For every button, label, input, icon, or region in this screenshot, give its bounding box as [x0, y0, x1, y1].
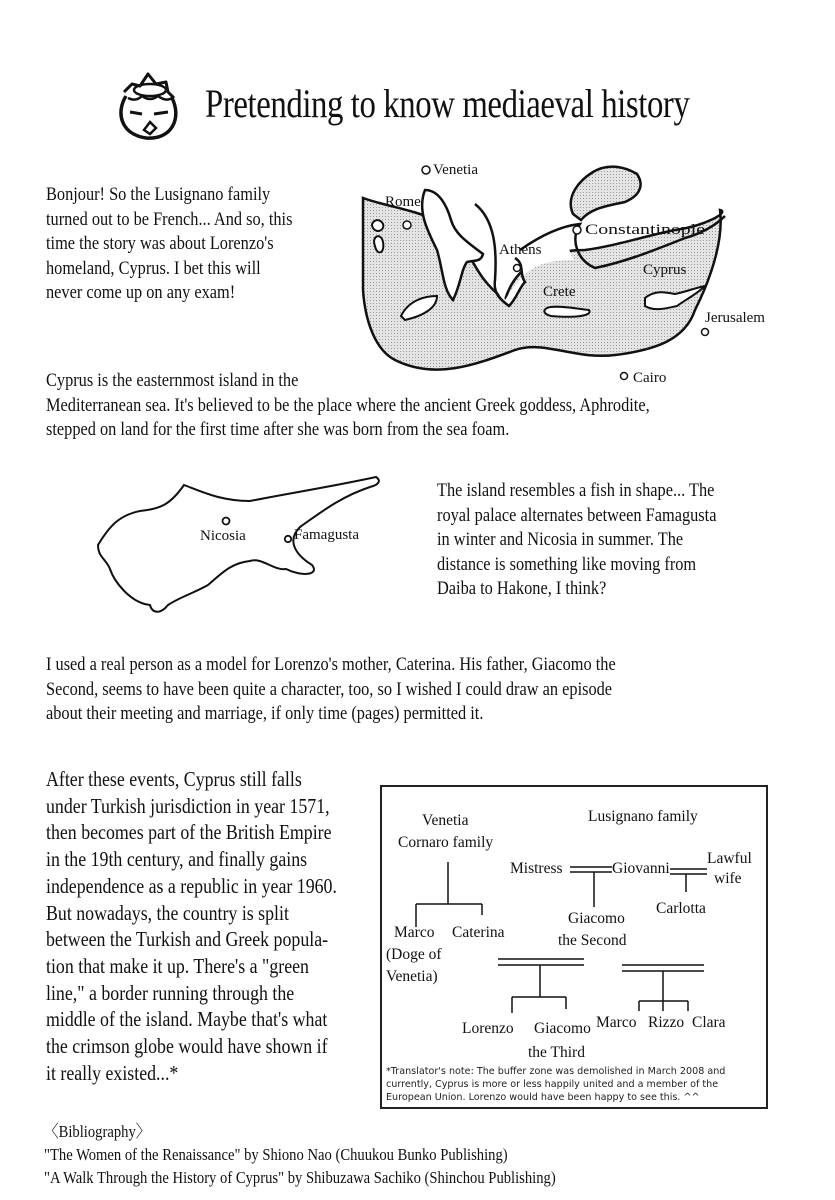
map-label-famagusta: Famagusta: [294, 527, 359, 543]
map-label-rome: Rome: [385, 194, 421, 210]
text-line: between the Turkish and Greek popula-: [46, 927, 329, 952]
cyprus-map: [90, 465, 400, 625]
text-line: After these events, Cyprus still falls: [46, 767, 302, 791]
cyprus-outline: [98, 477, 379, 612]
map-label-jerusalem: Jerusalem: [705, 310, 765, 326]
text-line: time the story was about Lorenzo's: [46, 233, 274, 254]
map-label-cairo: Cairo: [633, 370, 667, 386]
tree-label-wife: wife: [714, 870, 742, 887]
tree-label-marco-b: (Doge of: [386, 946, 442, 963]
tree-label-giacomo-3b: the Third: [528, 1044, 585, 1061]
bibliography-entry: "The Women of the Renaissance" by Shiono Nao (Chuukou Bunko Publishing): [44, 1145, 508, 1164]
text-line: line," a border running through the: [46, 980, 295, 1005]
tree-label-lawful: Lawful: [707, 850, 752, 867]
text-line: then becomes part of the British Empire: [46, 820, 332, 845]
tree-label-marco-2: Marco: [596, 1014, 637, 1031]
text-line: Daiba to Hakone, I think?: [437, 578, 607, 599]
tree-label-venetia: Venetia: [422, 812, 469, 829]
map-label-venetia: Venetia: [433, 162, 478, 178]
text-line: under Turkish jurisdiction in year 1571,: [46, 793, 330, 818]
map-label-constantinople: Constantinople: [585, 222, 706, 238]
tree-label-giacomo-2b: the Second: [558, 932, 627, 949]
bibliography-entry: "A Walk Through the History of Cyprus" by Shibuzawa Sachiko (Shinchou Publishing): [44, 1168, 556, 1187]
tree-label-giacomo-3a: Giacomo: [534, 1020, 591, 1037]
tree-label-rizzo: Rizzo: [648, 1014, 685, 1031]
tree-label-lorenzo: Lorenzo: [462, 1020, 514, 1037]
text-line: never come up on any exam!: [46, 282, 236, 303]
family-tree-box: [380, 785, 768, 1109]
tree-label-giacomo-2a: Giacomo: [568, 910, 625, 927]
map-label-nicosia: Nicosia: [200, 528, 246, 544]
text-line: I used a real person as a model for Lorenzo's mother, Caterina. His father, Giacomo the: [46, 654, 616, 675]
tree-label-marco-c: Venetia): [386, 968, 438, 985]
text-line: independence as a republic in year 1960.: [46, 873, 337, 898]
text-line: the crimson globe would have shown if: [46, 1034, 328, 1059]
black-sea-shape: [571, 167, 641, 220]
text-line: Bonjour! So the Lusignano family: [46, 184, 271, 205]
island-paragraph: [437, 479, 762, 602]
map-label-crete: Crete: [543, 284, 576, 300]
text-line: middle of the island. Maybe that's what: [46, 1007, 328, 1032]
text-line: Cyprus is the easternmost island in the: [46, 370, 299, 391]
history-paragraph: [46, 766, 388, 1086]
text-line: about their meeting and marriage, if only time (pages) permitted it.: [46, 703, 484, 724]
cyprus-paragraph: [46, 369, 748, 443]
text-line: distance is something like moving from: [437, 553, 697, 575]
text-line: in the 19th century, and finally gains: [46, 847, 308, 872]
tree-label-marco: Marco: [394, 924, 435, 941]
model-paragraph: [46, 653, 708, 727]
tree-label-giovanni: Giovanni: [612, 860, 670, 877]
map-label-athens: Athens: [499, 242, 542, 258]
bibliography: [44, 1120, 639, 1189]
tree-label-clara: Clara: [692, 1014, 726, 1031]
text-line: tion that make it up. There's a "green: [46, 953, 309, 978]
tree-label-cornaro: Cornaro family: [398, 834, 494, 851]
tree-label-caterina: Caterina: [452, 924, 505, 941]
text-line: stepped on land for the first time after she was born from the sea foam.: [46, 419, 510, 440]
page-title: Pretending to know mediaeval history: [205, 81, 690, 126]
text-line: Mediterranean sea. It's believed to be the place where the ancient Greek goddess, Aphrodite,: [46, 394, 650, 416]
mediterranean-map: [355, 150, 785, 390]
chibi-face-icon: [110, 62, 190, 142]
text-line: homeland, Cyprus. I bet this will: [46, 257, 261, 279]
text-line: royal palace alternates between Famagusta: [437, 504, 717, 526]
text-line: it really existed...*: [46, 1060, 179, 1085]
text-line: The island resembles a fish in shape... The: [437, 480, 715, 501]
tree-label-carlotta: Carlotta: [656, 900, 706, 917]
text-line: But nowadays, the country is split: [46, 900, 289, 925]
text-line: turned out to be French... And so, this: [46, 208, 293, 230]
text-line: in winter and Nicosia in summer. The: [437, 529, 684, 550]
tree-label-mistress: Mistress: [510, 860, 563, 877]
tree-label-lusignano: Lusignano family: [588, 808, 698, 825]
map-label-cyprus: Cyprus: [643, 262, 687, 278]
intro-paragraph: [46, 183, 333, 306]
bibliography-heading: 〈Bibliography〉: [44, 1122, 151, 1141]
text-line: Second, seems to have been quite a character, too, so I wished I could draw an episode: [46, 678, 613, 700]
translator-note: *Translator's note: The buffer zone was demolished in March 2008 and currently, Cyprus is more or less happily united and a member of the European Union. Lorenzo would have been happy to see this. ^^: [386, 1066, 726, 1103]
